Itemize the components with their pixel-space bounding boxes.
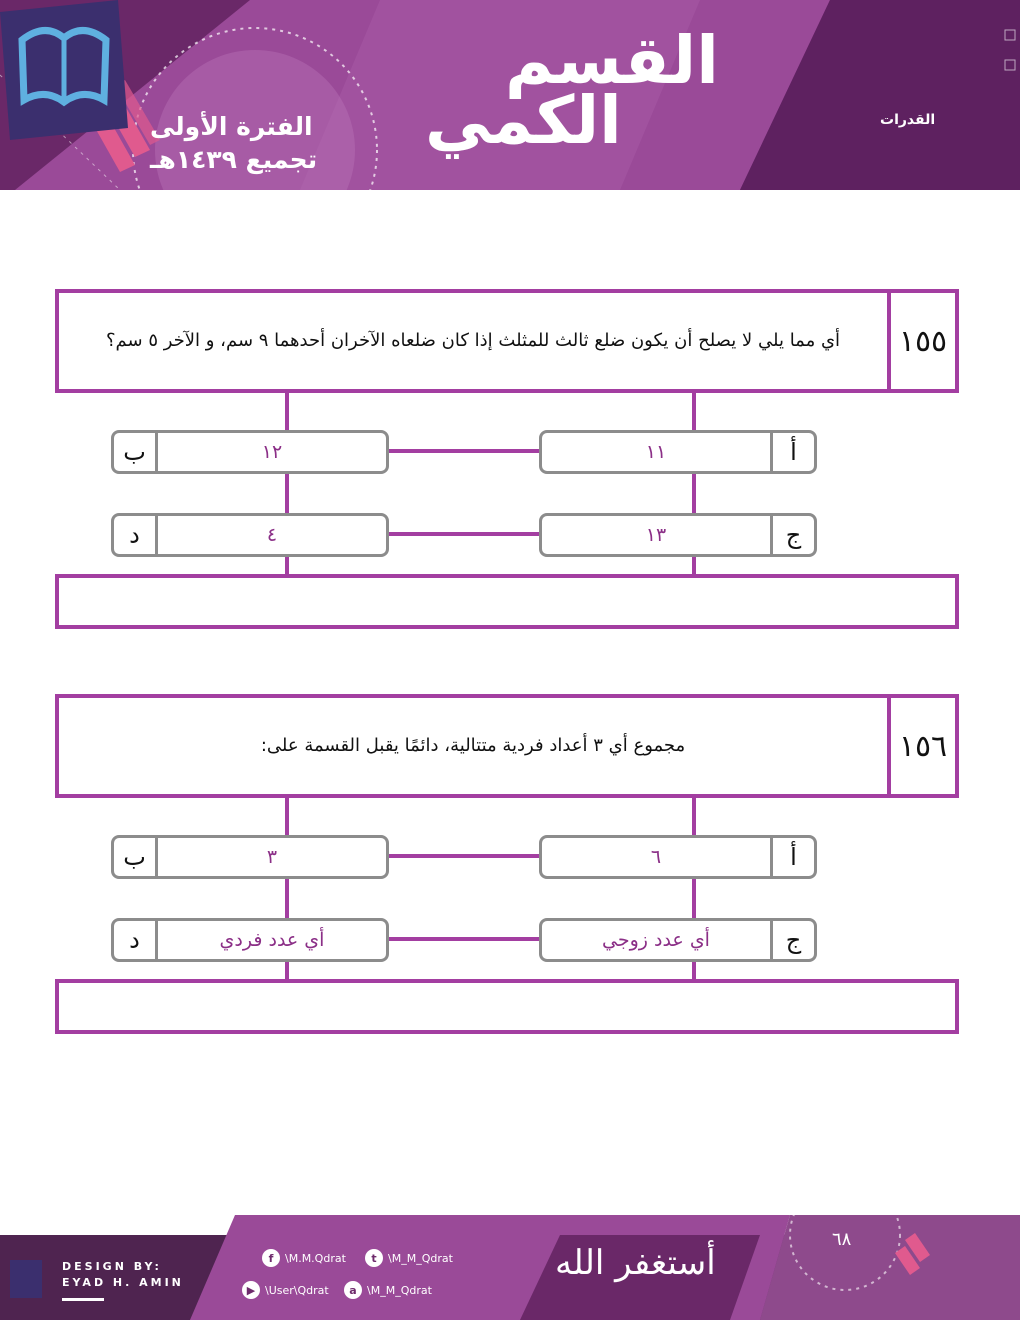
option-d[interactable] xyxy=(111,513,389,557)
divider xyxy=(62,1298,104,1301)
option-a[interactable] xyxy=(539,835,817,879)
connector-line xyxy=(388,937,540,941)
connector-line xyxy=(388,449,540,453)
edition-label: تجميع ١٤٣٩هـ xyxy=(150,145,318,174)
option-letter: أ xyxy=(770,838,814,876)
youtube-link[interactable] xyxy=(242,1281,329,1299)
option-value: ٦ xyxy=(650,846,662,868)
question-text: مجموع أي ٣ أعداد فردية متتالية، دائمًا يقبل القسمة على: xyxy=(260,735,686,757)
youtube-handle: \User\Qdrat xyxy=(265,1283,329,1297)
page-number: ٦٨ xyxy=(832,1229,852,1250)
connector-line xyxy=(388,854,540,858)
connector-line xyxy=(388,532,540,536)
facebook-link[interactable] xyxy=(262,1249,346,1267)
question-box xyxy=(55,694,959,798)
period-label: الفترة الأولى xyxy=(150,112,313,141)
option-letter: أ xyxy=(770,433,814,471)
answer-box[interactable] xyxy=(55,979,959,1034)
facebook-icon: f xyxy=(262,1249,280,1267)
option-value: ١٢ xyxy=(261,441,283,463)
design-by-label: DESIGN BY: xyxy=(62,1260,162,1273)
option-letter: د xyxy=(114,516,158,554)
book-logo-icon xyxy=(0,0,128,140)
twitter-handle: \M_M_Qdrat xyxy=(388,1251,453,1265)
question-box xyxy=(55,289,959,393)
youtube-icon: ▶ xyxy=(242,1281,260,1299)
ask-handle: \M_M_Qdrat xyxy=(367,1283,432,1297)
option-c[interactable] xyxy=(539,513,817,557)
option-letter: د xyxy=(114,921,158,959)
option-b[interactable] xyxy=(111,835,389,879)
twitter-icon: t xyxy=(365,1249,383,1267)
page-footer xyxy=(0,1215,1020,1320)
option-value: ٣ xyxy=(266,846,278,868)
question-text: أي مما يلي لا يصلح أن يكون ضلع ثالث للمثلث إذا كان ضلعاه الآخران أحدهما ٩ سم، و الآخر ٥ سم؟ xyxy=(105,330,841,352)
option-value: ١٣ xyxy=(645,524,667,546)
facebook-handle: \M.M.Qdrat xyxy=(285,1251,346,1265)
option-letter: ب xyxy=(114,433,158,471)
option-value: أي عدد زوجي xyxy=(602,929,710,951)
answer-box[interactable] xyxy=(55,574,959,629)
option-d[interactable] xyxy=(111,918,389,962)
option-a[interactable] xyxy=(539,430,817,474)
twitter-link[interactable] xyxy=(365,1249,453,1267)
ask-link[interactable] xyxy=(344,1281,432,1299)
designer-name: EYAD H. AMIN xyxy=(62,1276,184,1289)
logo-label: القدرات xyxy=(880,112,936,128)
ask-icon: a xyxy=(344,1281,362,1299)
option-value: ١١ xyxy=(645,441,667,463)
question-number: ١٥٥ xyxy=(887,293,955,389)
section-title-line1: القسم xyxy=(505,22,719,99)
option-value: أي عدد فردي xyxy=(219,929,325,951)
option-letter: ج xyxy=(770,516,814,554)
section-title-line2: الكمي xyxy=(425,82,622,159)
option-b[interactable] xyxy=(111,430,389,474)
option-letter: ج xyxy=(770,921,814,959)
option-value: ٤ xyxy=(266,524,278,546)
question-number: ١٥٦ xyxy=(887,698,955,794)
calligraphy-text: أستغفر الله xyxy=(555,1243,716,1283)
page-header xyxy=(0,0,1020,190)
designer-credit xyxy=(62,1259,184,1291)
option-letter: ب xyxy=(114,838,158,876)
option-c[interactable] xyxy=(539,918,817,962)
